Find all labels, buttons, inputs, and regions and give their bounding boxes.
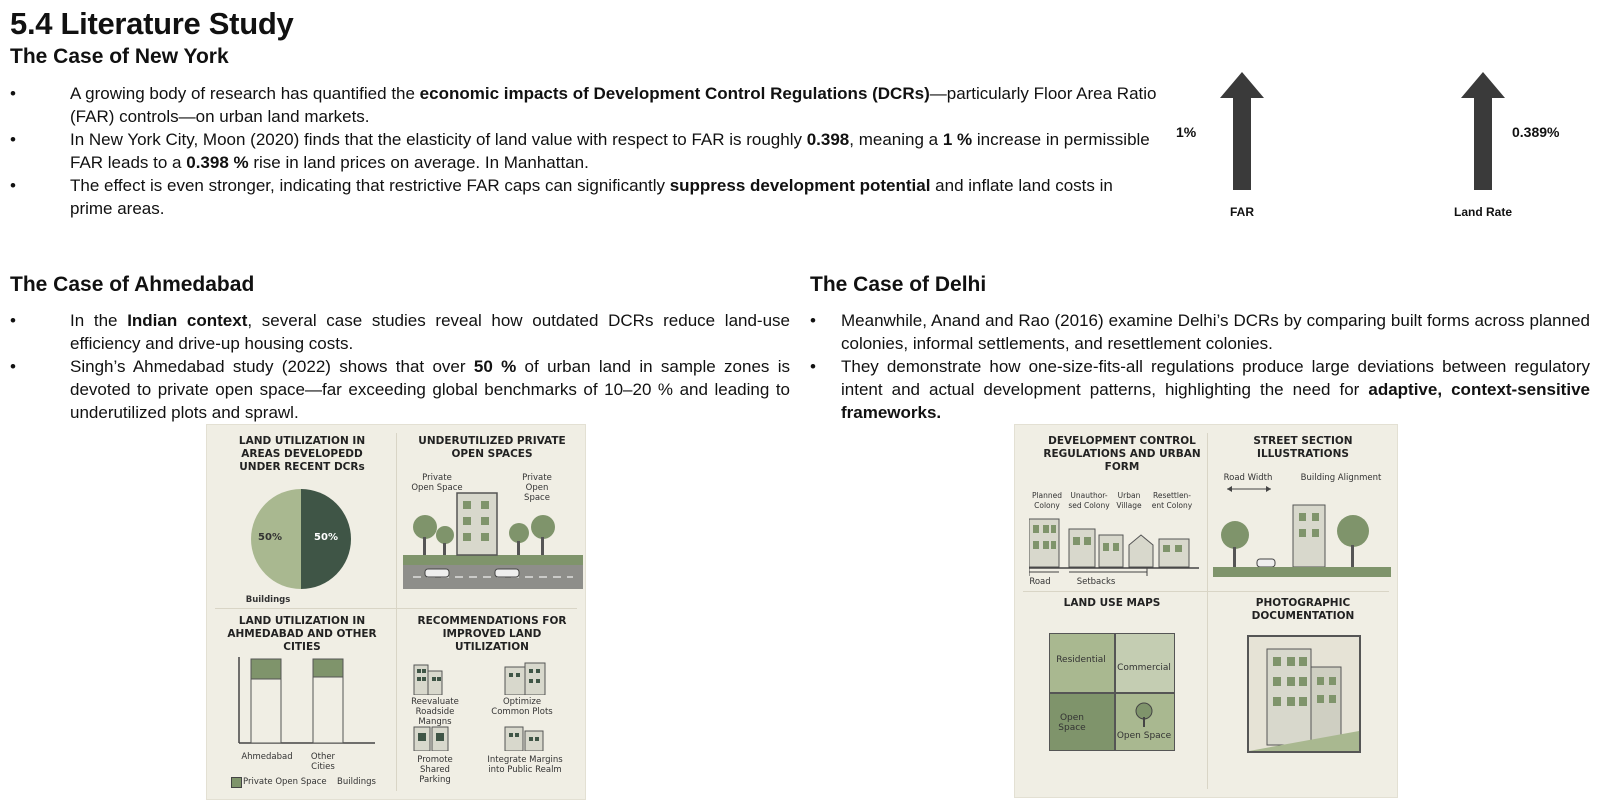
ny-bullet-2: • In New York City, Moon (2020) finds that the elasticity of land value with respect to FAR is roughly 0.398, meaning a 1 % increase in permissible FAR leads to a 0.398 % rise in land prices on average. In Manhattan. bbox=[10, 130, 1150, 172]
dl-p3-title: LAND USE MAPS bbox=[1063, 597, 1161, 609]
ahm-legend-swatch bbox=[231, 777, 242, 788]
dl-building-alignment: Building Alignment bbox=[1300, 473, 1382, 483]
ahmedabad-bullets bbox=[10, 309, 790, 424]
page-title: 5.4 Literature Study bbox=[10, 6, 294, 41]
ahmedabad-heading: The Case of Ahmedabad bbox=[10, 273, 255, 296]
far-arrow bbox=[1220, 72, 1264, 190]
ny-bullet-1: • A growing body of research has quantified the economic impacts of Development Control Regulations (DCRs)—particularly Floor Area Ratio (FAR) controls—on urban land markets. bbox=[10, 84, 1157, 126]
far-value: 1% bbox=[1176, 124, 1197, 140]
ahm-rec4: Integrate Margins into Public Realm bbox=[487, 755, 563, 775]
ahm-p2-title: UNDERUTILIZED PRIVATE OPEN SPACES bbox=[418, 435, 566, 460]
ahm-p1-title: LAND UTILIZATION IN AREAS DEVELOPEDD UNDER RECENT DCRs bbox=[238, 435, 366, 473]
ahm-pie-caption: Buildings bbox=[245, 595, 291, 605]
land-rate-value: 0.389% bbox=[1512, 124, 1560, 140]
building-icon bbox=[503, 661, 547, 695]
land-rate-arrow bbox=[1461, 72, 1505, 190]
dl-road: Road bbox=[1029, 577, 1051, 587]
ahmedabad-bullet-1: • In the Indian context, several case studies reveal how outdated DCRs reduce land-use efficiency and drive-up housing costs. bbox=[10, 311, 791, 353]
building-icon bbox=[503, 723, 547, 751]
delhi-bullet-2: • They demonstrate how one-size-fits-all regulations produce large deviations between regulatory intent and actual development patterns, highlighting the need for adaptive, context-sensitive frameworks. bbox=[810, 357, 1590, 422]
dl-p1-title: DEVELOPMENT CONTROL REGULATIONS AND URBAN FORM bbox=[1043, 435, 1201, 473]
ny-bullets bbox=[10, 82, 1160, 220]
parking-icon bbox=[412, 723, 452, 751]
ahm-rec3: Promote Shared Parking bbox=[417, 755, 453, 785]
ahm-open-space-illustration bbox=[403, 485, 583, 597]
ahmedabad-bullet-2: • Singh’s Ahmedabad study (2022) shows that over 50 % of urban land in sample zones is devoted to private open space—far exceeding global benchmarks of 10–20 % and leading to underutilized plots and sprawl. bbox=[10, 357, 790, 422]
far-label: FAR bbox=[1230, 205, 1254, 219]
ahm-bar-left: Ahmedabad bbox=[241, 752, 293, 762]
land-rate-label: Land Rate bbox=[1453, 205, 1512, 219]
delhi-infographic bbox=[1014, 424, 1398, 798]
ahm-p2-label-left: Private Open Space bbox=[411, 473, 463, 493]
dl-open-space-1: Open Space bbox=[1058, 713, 1086, 733]
dl-col2: Unauthor- sed Colony bbox=[1068, 491, 1110, 510]
ahm-p4-title: RECOMMENDATIONS FOR IMPROVED LAND UTILIZATION bbox=[417, 615, 567, 653]
dl-residential: Residential bbox=[1056, 655, 1106, 665]
ahm-p3-title: LAND UTILIZATION IN AHMEDABAD AND OTHER CITIES bbox=[227, 615, 377, 653]
dl-col4: Resettlen- ent Colony bbox=[1151, 491, 1193, 510]
dl-col3: Urban Village bbox=[1116, 491, 1142, 510]
delhi-bullet-1: • Meanwhile, Anand and Rao (2016) examine Delhi’s DCRs by comparing built forms across planned colonies, informal settlements, and resettlement colonies. bbox=[810, 311, 1590, 353]
delhi-bullets bbox=[810, 309, 1590, 424]
ahm-bar-chart bbox=[237, 657, 377, 747]
ahm-rec2: Optimize Common Plots bbox=[491, 697, 553, 717]
dl-col1: Planned Colony bbox=[1031, 491, 1063, 510]
dl-photo-frame bbox=[1247, 635, 1361, 753]
ny-bullet-3: • The effect is even stronger, indicating that restrictive FAR caps can significantly suppress development potential and inflate land costs in prime areas. bbox=[10, 176, 1113, 218]
ahm-pie-left: 50% bbox=[258, 532, 282, 543]
building-icon bbox=[412, 661, 444, 695]
tree-icon bbox=[1133, 701, 1155, 727]
dl-p4-title: PHOTOGRAPHIC DOCUMENTATION bbox=[1251, 597, 1355, 622]
dl-street-section bbox=[1213, 485, 1391, 581]
dl-photo-building bbox=[1249, 637, 1359, 751]
dl-dimension-lines bbox=[1029, 567, 1149, 577]
dl-p2-title: STREET SECTION ILLUSTRATIONS bbox=[1253, 435, 1353, 460]
dl-setbacks: Setbacks bbox=[1076, 577, 1116, 587]
dl-commercial: Commercial bbox=[1117, 663, 1171, 673]
dl-road-width: Road Width bbox=[1223, 473, 1273, 483]
ahm-bar-right: Other Cities bbox=[310, 752, 336, 772]
dl-open-space-2: Open Space bbox=[1116, 731, 1172, 741]
ahmedabad-infographic bbox=[206, 424, 586, 800]
ny-heading: The Case of New York bbox=[10, 45, 229, 68]
delhi-heading: The Case of Delhi bbox=[810, 273, 987, 296]
ahm-rec1: Reevaluate Roadside Mangns bbox=[411, 697, 459, 727]
ahm-p2-label-right: Private Open Space bbox=[522, 473, 552, 503]
dl-urban-form-illustration bbox=[1029, 515, 1199, 571]
ahm-pie-right: 50% bbox=[314, 532, 338, 543]
ahm-legend-b: Buildings bbox=[337, 777, 376, 787]
ahm-legend-a: Private Open Space bbox=[243, 777, 327, 787]
